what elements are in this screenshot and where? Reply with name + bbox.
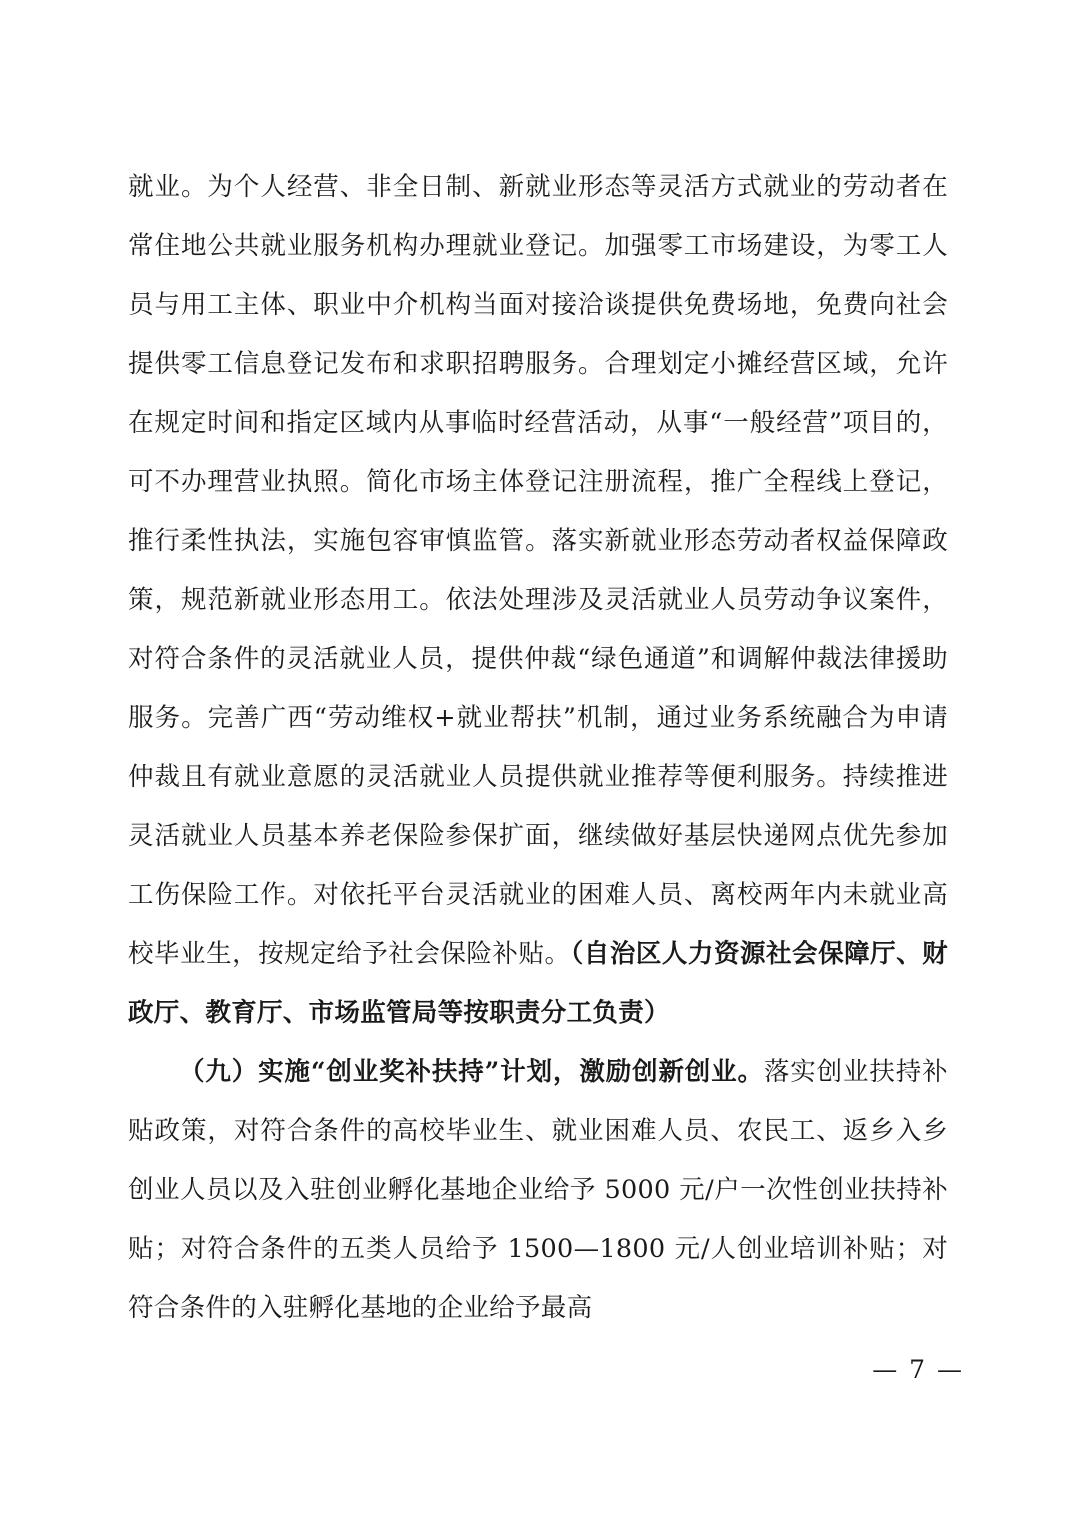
paragraph-item-nine	[128, 1043, 948, 1338]
paragraph-text: 就业。为个人经营、非全日制、新就业形态等灵活方式就业的劳动者在常住地公共就业服务机构办理就业登记。加强零工市场建设，为零工人员与用工主体、职业中介机构当面对接洽谈提供免费场地，免费向社会提供零工信息登记发布和求职招聘服务。合理划定小摊经营区域，允许在规定时间和指定区域内从事临时经营活动，从事“一般经营”项目的，可不办理营业执照。简化市场主体登记注册流程，推广全程线上登记，推行柔性执法，实施包容审慎监管。落实新就业形态劳动者权益保障政策，规范新就业形态用工。依法处理涉及灵活就业人员劳动争议案件，对符合条件的灵活就业人员，提供仲裁“绿色通道”和调解仲裁法律援助服务。完善广西“劳动维权+就业帮扶”机制，通过业务系统融合为申请仲裁且有就业意愿的灵活就业人员提供就业推荐等便利服务。持续推进灵活就业人员基本养老保险参保扩面，继续做好基层快递网点优先参加工伤保险工作。对依托平台灵活就业的困难人员、离校两年内未就业高校毕业生，按规定给予社会保险补贴。	[128, 172, 948, 969]
responsible-agencies-text: （自治区人力资源社会保障厅、财政厅、教育厅、市场监管局等按职责分工负责）	[128, 939, 948, 1028]
paragraph-body	[128, 158, 948, 1043]
item-nine-heading: （九）实施“创业奖补扶持”计划，激励创新创业。	[179, 1057, 764, 1087]
page-number: — 7 —	[872, 1355, 964, 1384]
page-content	[128, 158, 948, 1338]
item-nine-text: 落实创业扶持补贴政策，对符合条件的高校毕业生、就业困难人员、农民工、返乡入乡创业人员以及入驻创业孵化基地企业给予 5000 元/户一次性创业扶持补贴；对符合条件的五类人员给予 1500—1800 元/人创业培训补贴；对符合条件的入驻孵化基地的企业给予最高	[128, 1057, 948, 1323]
